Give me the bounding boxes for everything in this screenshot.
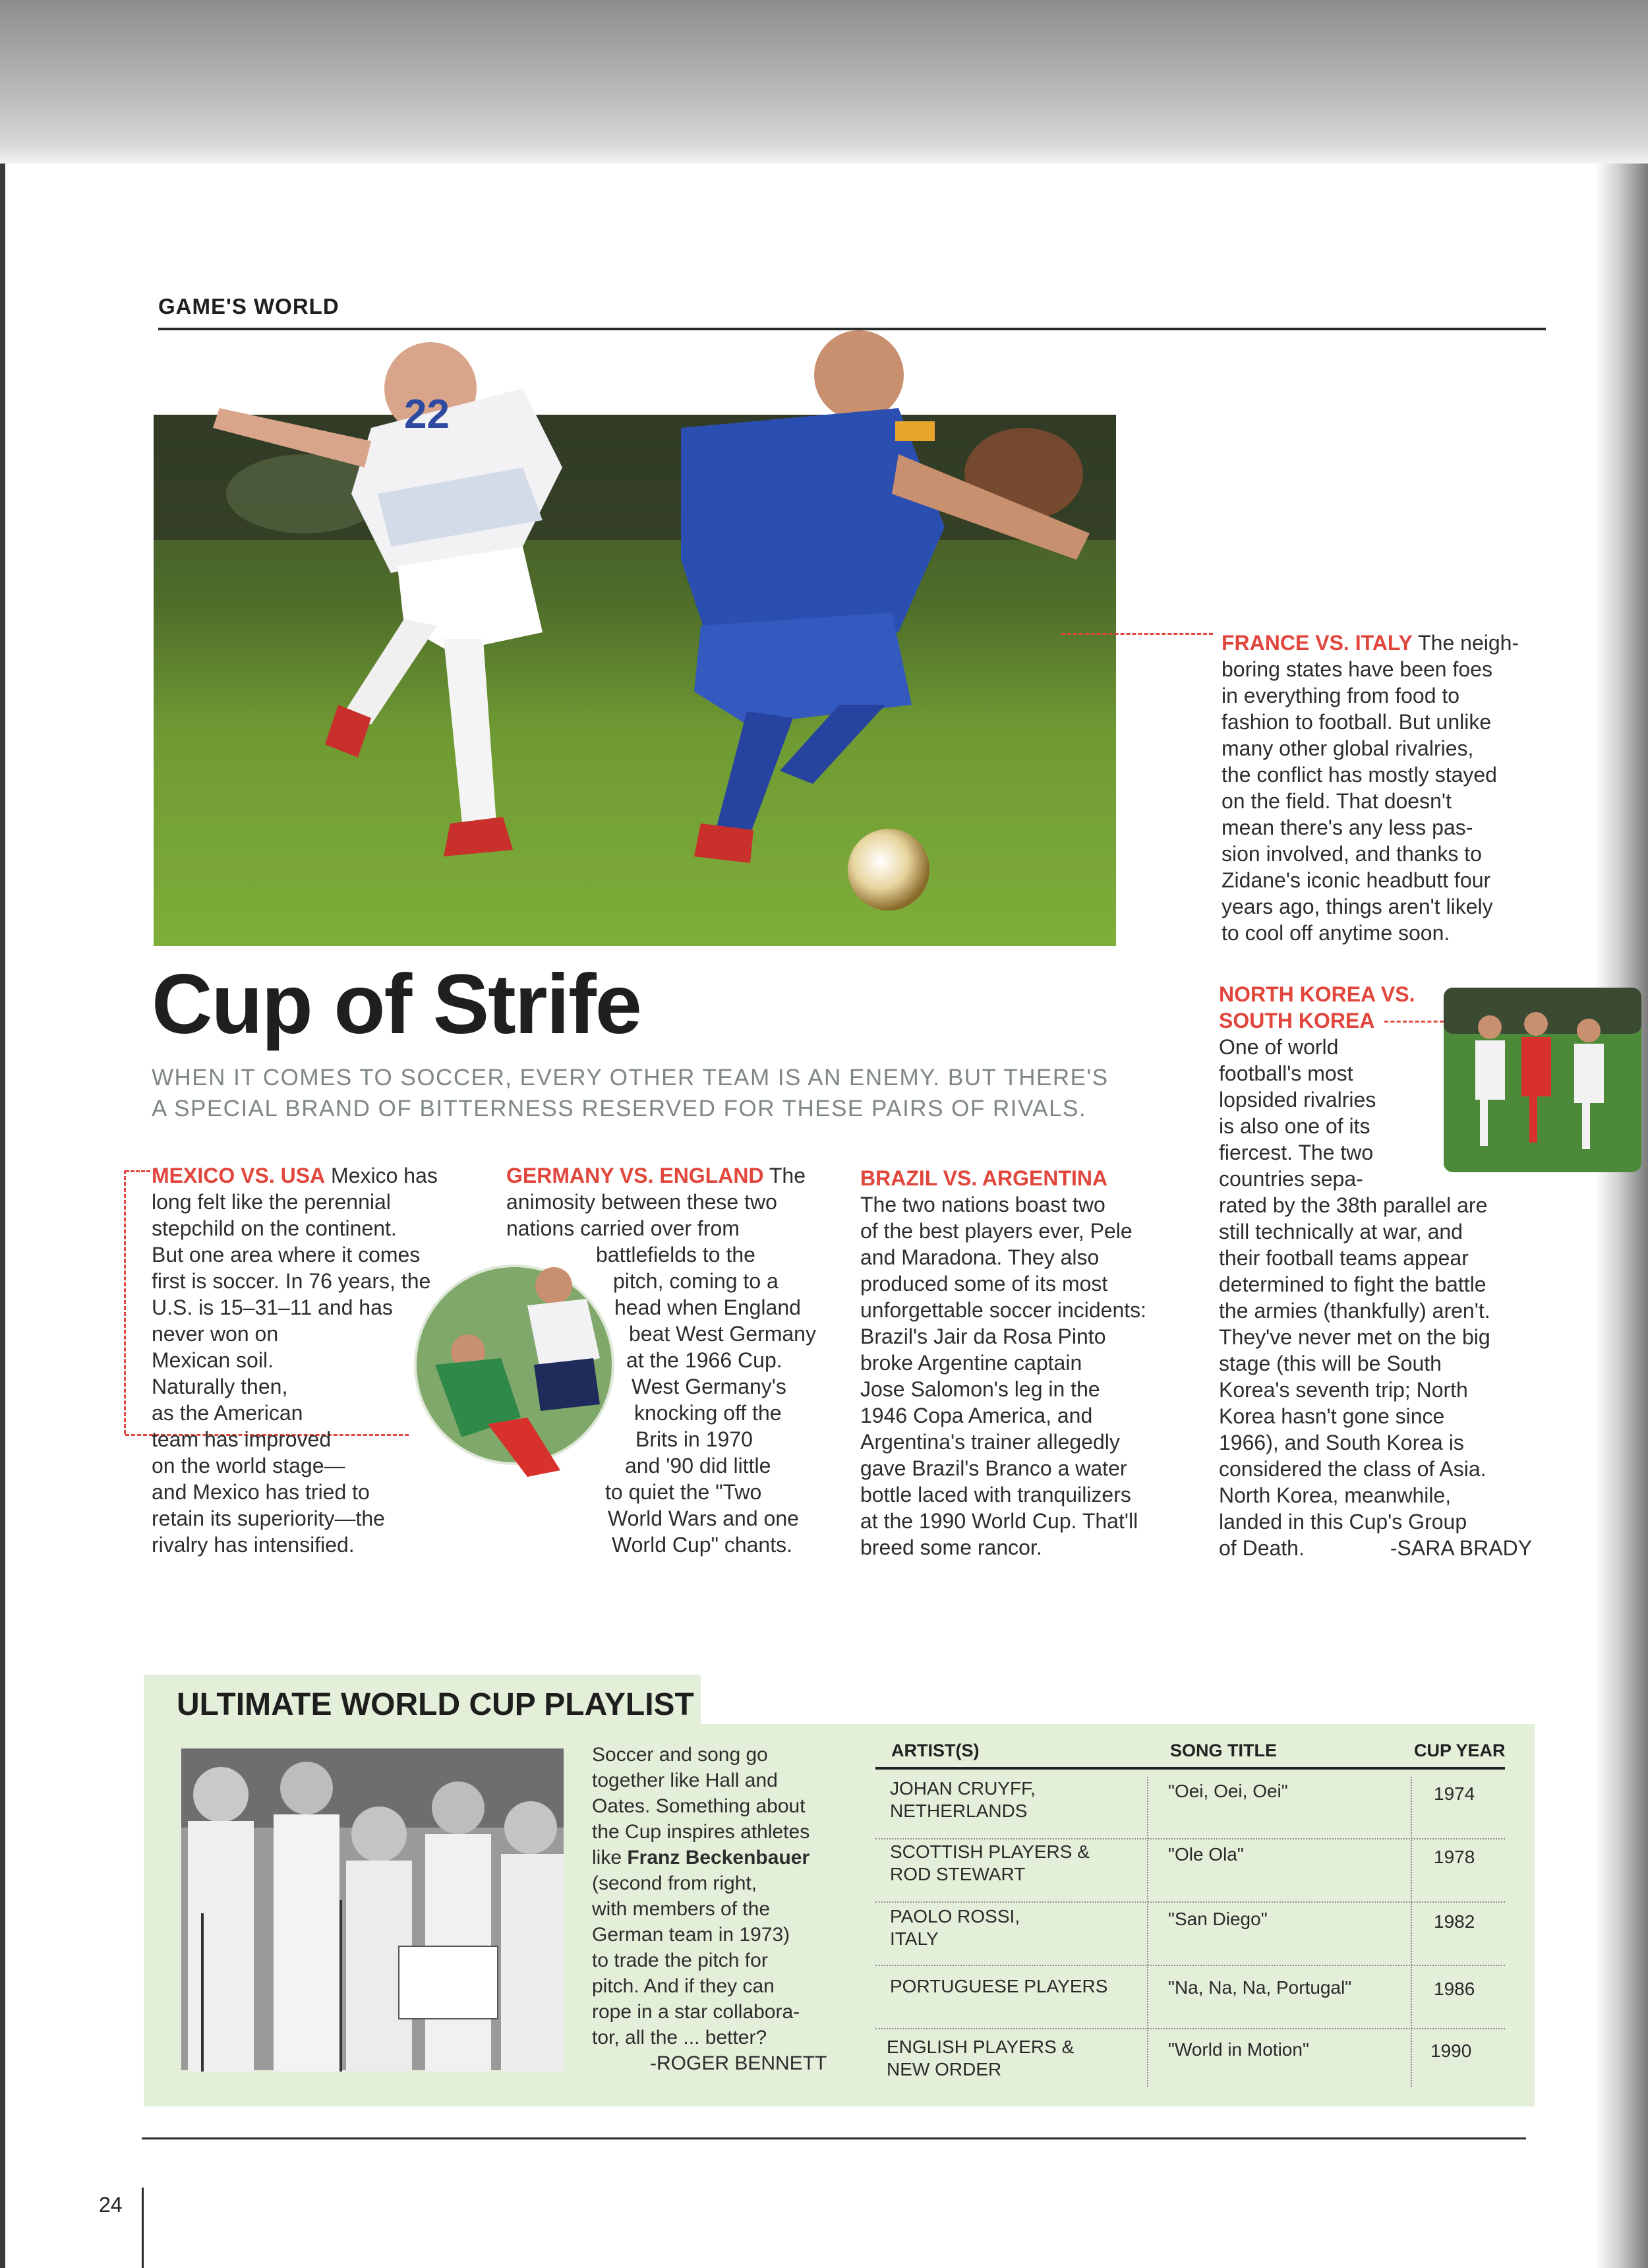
section-label: GAME'S WORLD [158,294,339,318]
korea-heading-1: NORTH KOREA VS. [1219,982,1415,1006]
table-row-year: 1974 [1434,1783,1475,1804]
germany-england-heading: GERMANY VS. ENGLAND [506,1164,764,1187]
table-row-song: "San Diego" [1168,1909,1268,1929]
footer-rule [142,2137,1526,2139]
table-row-sep [875,1901,1505,1903]
col-header-song: SONG TITLE [1170,1741,1277,1760]
korea-heading-2: SOUTH KOREA [1219,1009,1375,1032]
table-row-song: "Ole Ola" [1168,1844,1244,1865]
table-col-sep-1 [1147,1777,1148,2087]
beckenbauer-name: Franz Beckenbauer [627,1847,810,1868]
col-header-year: CUP YEAR [1414,1741,1506,1760]
table-row-sep [875,2028,1505,2029]
table-row-artist: JOHAN CRUYFF, NETHERLANDS [890,1778,1036,1821]
table-row-year: 1978 [1434,1847,1475,1867]
france-italy-heading: FRANCE VS. ITALY [1221,631,1413,655]
section-rule [158,328,1546,330]
table-row-year: 1986 [1434,1979,1475,1999]
table-col-sep-2 [1411,1777,1412,2087]
page-left-edge [0,164,5,2268]
table-row-artist: PORTUGUESE PLAYERS [890,1976,1108,1996]
page-number: 24 [99,2193,123,2217]
germany-england-text: GERMANY VS. ENGLAND The animosity between these two nations carried over from battlefields to the pitch, coming to a head when England beat West Germany at the 1966 Cup. West Germany's knocking off the Brits in 1970 and '90 did little to quiet the "Two World Wars and one World Cup" chants. [506,1164,816,1557]
article-title: Cup of Strife [152,957,641,1052]
playlist-title: ULTIMATE WORLD CUP PLAYLIST [177,1687,694,1722]
brazil-argentina-text: BRAZIL VS. ARGENTINA The two nations boast two of the best players ever, Pele and Maradona. They also produced some of its most unforgettable soccer incidents: Brazil's Jair da Rosa Pinto broke Argentine captain Jose Salomon's leg in the 1946 Copa America, and Argentina's trainer allegedly gave Brazil's Branco a water bottle laced with tranquilizers at the 1990 World Cup. That'll breed some rancor. [860,1166,1147,1559]
mexico-dash-top [125,1170,150,1172]
table-row-song: "World in Motion" [1168,2039,1309,2060]
mexico-dash-side [124,1170,126,1434]
playlist-byline: -ROGER BENNETT [650,2052,827,2074]
deck-line-2: A SPECIAL BRAND OF BITTERNESS RESERVED FOR THESE PAIRS OF RIVALS. [152,1096,1087,1121]
table-header-rule [875,1767,1505,1770]
scan-top-shadow [0,0,1648,164]
table-row-year: 1990 [1430,2041,1472,2061]
table-row-sep [875,1838,1505,1839]
hero-photo [154,392,1116,946]
scan-spine-shadow [1595,164,1648,2268]
playlist-blurb: Soccer and song go together like Hall and Oates. Something about the Cup inspires athletes like Franz Beckenbauer (second from right, with members of the German team in 1973) to trade the pitch for pitch. And if they can rope in a star collabora- tor, all the ... better? -ROGER BENNETT [592,1742,827,2076]
folio-rule [142,2188,144,2268]
svg-text:22: 22 [404,392,450,437]
mexico-usa-text: MEXICO VS. USA Mexico has long felt like the perennial stepchild on the continent. But one area where it comes first is soccer. In 76 years, the U.S. is 15–31–11 and has never won on Mexican soil. Naturally then, as the American team has improved on the world stage— and Mexico has tried to retain its superiority—the rivalry has intensified. [152,1164,438,1557]
table-row-artist: SCOTTISH PLAYERS & ROD STEWART [890,1841,1090,1884]
table-row-artist: ENGLISH PLAYERS & NEW ORDER [887,2037,1074,2079]
soccer-ball [848,829,929,910]
korea-byline: -SARA BRADY [1390,1536,1533,1560]
table-row-year: 1982 [1434,1911,1475,1932]
table-row-sep [875,1965,1505,1966]
col-header-artist: ARTIST(S) [891,1741,980,1760]
france-italy-text: FRANCE VS. ITALY The neigh- boring states have been foes in everything from food to fashion to football. But unlike many other global rivalries, the conflict has mostly stayed on the field. That doesn't mean there's any less pas- sion involved, and thanks to Zidane's iconic headbutt four years ago, things aren't likely to cool off anytime soon. [1221,631,1519,945]
german-team-photo [181,1748,564,2070]
korea-text: NORTH KOREA VS. SOUTH KOREA One of world football's most lopsided rivalries is also one of its fiercest. The two countries sepa- rated by the 38th parallel are still technically at war, and their football teams appear determined to fight the battle the armies (thankfully) aren't. They've never met on the big stage (this will be South Korea's seventh trip; North Korea hasn't gone since 1966), and South Korea is considered the class of Asia. North Korea, meanwhile, landed in this Cup's Group of Death. -SARA BRADY [1219,982,1533,1560]
deck-line-1: WHEN IT COMES TO SOCCER, EVERY OTHER TEAM IS AN ENEMY. BUT THERE'S [152,1065,1109,1090]
france-italy-dash [1061,633,1213,638]
mexico-usa-heading: MEXICO VS. USA [152,1164,326,1187]
table-row-song: "Na, Na, Na, Portugal" [1168,1977,1352,1998]
brazil-argentina-heading: BRAZIL VS. ARGENTINA [860,1166,1108,1190]
table-row-artist: PAOLO ROSSI, ITALY [890,1906,1020,1949]
table-row-song: "Oei, Oei, Oei" [1168,1781,1288,1801]
